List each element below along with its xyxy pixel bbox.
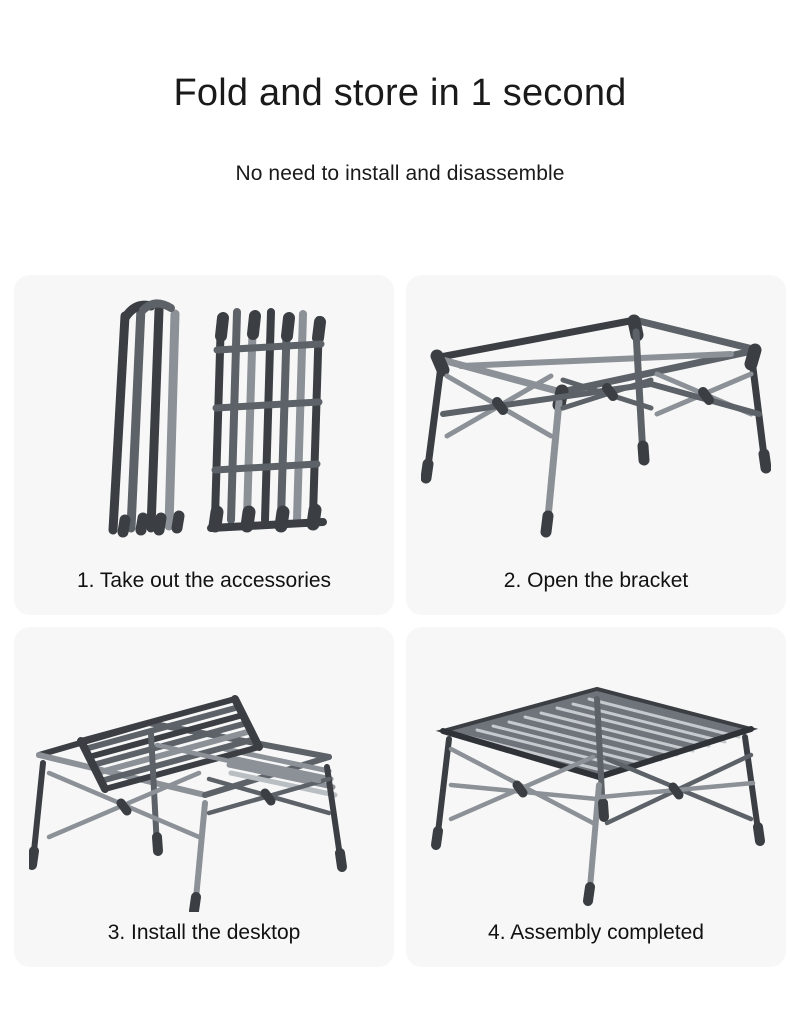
step-1-caption: 1. Take out the accessories bbox=[76, 569, 332, 592]
folded-legs-and-frame-bundle-icon bbox=[39, 288, 369, 558]
steps-grid bbox=[14, 275, 786, 967]
step-card-3 bbox=[14, 627, 394, 967]
page-title: Fold and store in 1 second bbox=[173, 72, 627, 114]
page-subtitle: No need to install and disassemble bbox=[235, 161, 565, 185]
step-card-2 bbox=[406, 275, 786, 615]
installing-roll-up-tabletop-icon bbox=[29, 637, 379, 912]
step-card-4 bbox=[406, 627, 786, 967]
completed-folding-camp-table-icon bbox=[421, 637, 771, 912]
step-1-figure bbox=[14, 275, 394, 570]
step-2-figure bbox=[406, 275, 786, 570]
step-3-figure bbox=[14, 627, 394, 922]
opened-table-bracket-frame-icon bbox=[421, 288, 771, 558]
step-card-1 bbox=[14, 275, 394, 615]
step-3-caption: 3. Install the desktop bbox=[107, 921, 301, 944]
step-4-caption: 4. Assembly completed bbox=[488, 921, 704, 944]
step-2-caption: 2. Open the bracket bbox=[503, 569, 689, 592]
step-4-figure bbox=[406, 627, 786, 922]
